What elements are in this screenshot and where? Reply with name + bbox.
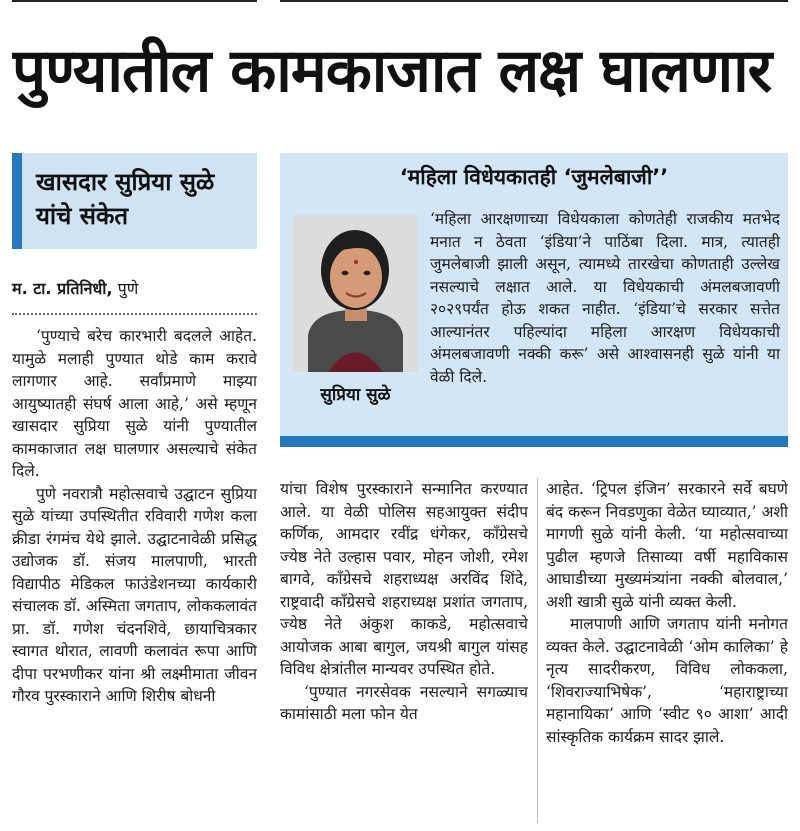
portrait-photo <box>293 215 418 372</box>
kicker-text: खासदार सुप्रिया सुळे यांचे संकेत <box>36 168 215 230</box>
byline-city: पुणे <box>112 279 139 298</box>
top-rule-right <box>280 0 788 2</box>
sidebar-quote <box>430 208 780 388</box>
byline-reporter: म. टा. प्रतिनिधी, <box>12 279 113 298</box>
article-column-2 <box>280 478 528 828</box>
sidebar-title: ‘महिला विधेयकातही ‘जुमलेबाजी’’ <box>399 165 669 189</box>
byline <box>12 278 257 300</box>
photo-caption: सुप्रिया सुळे <box>320 385 391 405</box>
column-divider <box>537 478 538 823</box>
kicker-box <box>12 153 257 249</box>
article-column-3 <box>546 478 788 828</box>
article-column-1 <box>12 325 257 825</box>
dotted-divider <box>12 313 257 315</box>
top-rule-left <box>12 0 257 2</box>
paragraph: यांचा विशेष पुरस्काराने सन्मानित करण्यात आले. या वेळी पोलिस सहआयुक्त संदीप कर्णिक, आमदार रवींद्र धंगेकर, काँग्रेसचे ज्येष्ठ नेते उल्हास पवार, मोहन जोशी, रमेश बागवे, काँग्रेसचे शहराध्यक्ष अरविंद शिंदे, राष्ट्रवादी काँग्रेसचे शहराध्यक्ष प्रशांत जगताप, ज्येष्ठ नेते अंकुश काकडे, महोत्सवाचे आयोजक आबा बागुल, जयश्री बागुल यांसह विविध क्षेत्रांतील मान्यवर उपस्थित होते. <box>280 480 528 678</box>
portrait-illustration <box>293 215 418 372</box>
paragraph: ‘पुण्यात नगरसेवक नसल्याने सगळ्याच कामांसाठी मला फोन येत <box>280 682 528 723</box>
sidebar-accent-bar <box>280 436 788 447</box>
kicker-accent-bar <box>12 153 22 249</box>
paragraph: पुणे नवरात्रौ महोत्सवाचे उद्घाटन सुप्रिया सुळे यांच्या उपस्थितीत रविवारी गणेश कला क्रीडा रंगमंच येथे झाले. उद्घाटनावेळी प्रसिद्ध उद्योजक डॉ. संजय मालपाणी, भारती विद्यापीठ मेडिकल फाउंडेशनच्या कार्यकारी संचालक डॉ. अस्मिता जगताप, लोककलावंत प्रा. डॉ. गणेश चंदनशिवे, छायाचित्रकार स्वागत थोरात, लावणी कलावंत रूपा आणि दीपा परभणीकर यांना श्री लक्ष्मीमाता जीवन गौरव पुरस्काराने आणि शिरीष बोधनी <box>12 484 257 705</box>
paragraph: ‘पुण्याचे बरेच कारभारी बदलले आहेत. यामुळे मलाही पुण्यात थोडे काम करावे लागणार आहे. सर्वांप्रमाणे माझ्या आयुष्यातही संघर्ष आला आहे,’ असे म्हणून खासदार सुप्रिया सुळे यांनी पुण्यातील कामकाजात लक्ष घालणार असल्याचे संकेत दिले. <box>12 327 257 480</box>
paragraph: मालपाणी आणि जगताप यांनी मनोगत व्यक्त केले. उद्घाटनावेळी ‘ओम कालिका’ हे नृत्य सादरीकरण, विविध लोककला, ‘शिवराज्याभिषेक’, ‘महाराष्ट्राच्या महानायिका’ आणि ‘स्वीट ९० आशा’ आदी सांस्कृतिक कार्यक्रम सादर झाले. <box>546 615 788 746</box>
paragraph: आहेत. ‘ट्रिपल इंजिन’ सरकारने सर्वे बघणे बंद करून निवडणुका वेळेत घ्याव्यात,’ अशी मागणी सुळे यांनी केली. ‘या महोत्सवाच्या पुढील म्हणजे तिसाव्या वर्षी महाविकास आघाडीच्या मुख्यमंत्र्यांना नक्की बोलवाल,’ अशी खात्री सुळे यांनी व्यक्त केली. <box>546 480 788 611</box>
sidebar-text: ‘महिला आरक्षणाच्या विधेयकाला कोणतेही राजकीय मतभेद मनात न ठेवता ‘इंडिया’ने पाठिंबा दिला. मात्र, त्यातही जुमलेबाजी झाली असून, त्यामध्ये तारखेचा कोणताही उल्लेख नसल्याचे लक्षात आले. या विधेयकाची अंमलबजावणी २०२९पर्यंत होऊ शकत नाहीत. ‘इंडिया’चे सरकार सत्तेत आल्यानंतर पहिल्यांदा महिला आरक्षण विधेयकाची अंमलबजावणी नक्की करू’ असे आश्वासनही सुळे यांनी या वेळी दिले. <box>430 210 780 386</box>
headline: पुण्यातील कामकाजात लक्ष घालणार <box>12 36 772 106</box>
